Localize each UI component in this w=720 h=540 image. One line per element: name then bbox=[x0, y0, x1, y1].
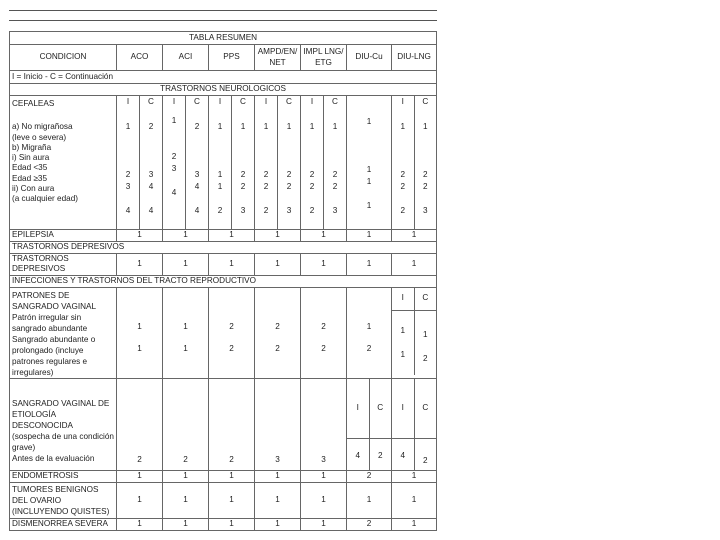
row-epilepsia: EPILEPSIA 1 1 1 1 1 1 1 bbox=[10, 230, 437, 242]
cefaleas-ampd: I C 1 2 2 2 1 2 2 3 bbox=[255, 96, 301, 230]
header-impl: IMPL LNG/ ETG bbox=[301, 45, 347, 71]
depresivos-label: TRASTORNOS DEPRESIVOS bbox=[10, 254, 117, 276]
header-condicion: CONDICION bbox=[10, 45, 117, 71]
header-aci: ACI bbox=[163, 45, 209, 71]
sangrado-label: SANGRADO VAGINAL DE ETIOLOGÍA DESCONOCIDA bbox=[12, 399, 110, 430]
table-title: TABLA RESUMEN bbox=[10, 32, 437, 45]
header-aco: ACO bbox=[117, 45, 163, 71]
sangrado-sub2: Antes de la evaluación bbox=[12, 454, 95, 463]
tumores-label: TUMORES BENIGNOS DEL OVARIO (INCLUYENDO QUISTES) bbox=[10, 482, 117, 518]
header-diu-lng: DIU-LNG bbox=[392, 45, 437, 71]
section-neuro: TRASTORNOS NEUROLOGICOS bbox=[10, 84, 437, 96]
cefaleas-aci: I C 1 2 3 4 2 3 4 4 bbox=[163, 96, 209, 230]
row-patrones: PATRONES DE SANGRADO VAGINAL Patrón irregular sin sangrado abundante Sangrado abundante o prolongado (incluye patrones regulares e irregulares) 1 1 1 1 2 2 2 2 2 2 1 2 I C 1 1 1 2 bbox=[10, 287, 437, 378]
dismenorrea-label: DISMENORREA SEVERA bbox=[10, 518, 117, 530]
cefaleas-label: CEFALEAS bbox=[12, 99, 55, 108]
top-rule-1 bbox=[9, 10, 437, 11]
legend-text: I = Inicio - C = Continuación bbox=[10, 71, 437, 84]
row-cefaleas bbox=[10, 96, 437, 230]
header-row bbox=[10, 45, 437, 71]
section-depr: TRASTORNOS DEPRESIVOS bbox=[10, 242, 437, 254]
row-endometrosis: ENDOMETROSIS 1 1 1 1 1 2 1 bbox=[10, 470, 437, 482]
cefaleas-line: (leve o severa) bbox=[12, 132, 67, 142]
row-depresivos: TRASTORNOS DEPRESIVOS 1 1 1 1 1 1 1 bbox=[10, 254, 437, 276]
cefaleas-line: a) No migrañosa bbox=[12, 122, 73, 132]
patrones-line-1: Patrón irregular sin sangrado abundante bbox=[12, 312, 88, 333]
row-dismenorrea: DISMENORREA SEVERA 1 1 1 1 1 2 1 bbox=[10, 518, 437, 530]
cefaleas-aco: I C 1 2 3 4 2 3 4 4 bbox=[117, 96, 163, 230]
cefaleas-diu-cu: 1 1 1 1 bbox=[347, 96, 392, 230]
cefaleas-line: i) Sin aura bbox=[12, 153, 50, 162]
patrones-label: PATRONES DE SANGRADO VAGINAL bbox=[12, 290, 97, 311]
sangrado-diu-cu: I C 4 2 bbox=[347, 378, 392, 470]
sangrado-sub: (sospecha de una condición grave) bbox=[12, 432, 114, 452]
cefaleas-pps: I C 1 1 1 2 1 2 2 3 bbox=[209, 96, 255, 230]
cefaleas-line: b) Migraña bbox=[12, 142, 52, 152]
cefaleas-diu-lng: I C 1 2 2 2 1 2 2 3 bbox=[392, 96, 437, 230]
row-sangrado: SANGRADO VAGINAL DE ETIOLOGÍA DESCONOCIDA (sospecha de una condición grave) Antes de la evaluación 2 2 2 3 3 I C 4 2 I C 4 2 bbox=[10, 378, 437, 470]
cefaleas-line: ii) Con aura bbox=[12, 183, 55, 193]
header-diu-cu: DIU-Cu bbox=[347, 45, 392, 71]
section-infect: INFECCIONES Y TRASTORNOS DEL TRACTO REPRODUCTIVO bbox=[10, 275, 437, 287]
cefaleas-impl: I C 1 2 2 2 1 2 2 3 bbox=[301, 96, 347, 230]
cefaleas-line: (a cualquier edad) bbox=[12, 194, 78, 203]
top-rule-2 bbox=[9, 20, 437, 21]
cefaleas-line: Edad <35 bbox=[12, 163, 48, 173]
cefaleas-line: Edad ≥35 bbox=[12, 173, 47, 183]
header-ampd: AMPD/EN/ NET bbox=[255, 45, 301, 71]
patrones-line-2: Sangrado abundante o prolongado (incluye patrones regulares e irregulares) bbox=[12, 334, 96, 377]
sangrado-diu-lng: I C 4 2 bbox=[392, 378, 437, 470]
row-tumores: TUMORES BENIGNOS DEL OVARIO (INCLUYENDO QUISTES) 1 1 1 1 1 1 1 bbox=[10, 482, 437, 518]
patrones-diu-lng: I C 1 1 1 2 bbox=[392, 287, 437, 378]
summary-table bbox=[9, 31, 437, 531]
epilepsia-label: EPILEPSIA bbox=[10, 230, 117, 242]
endometrosis-label: ENDOMETROSIS bbox=[10, 470, 117, 482]
header-pps: PPS bbox=[209, 45, 255, 71]
